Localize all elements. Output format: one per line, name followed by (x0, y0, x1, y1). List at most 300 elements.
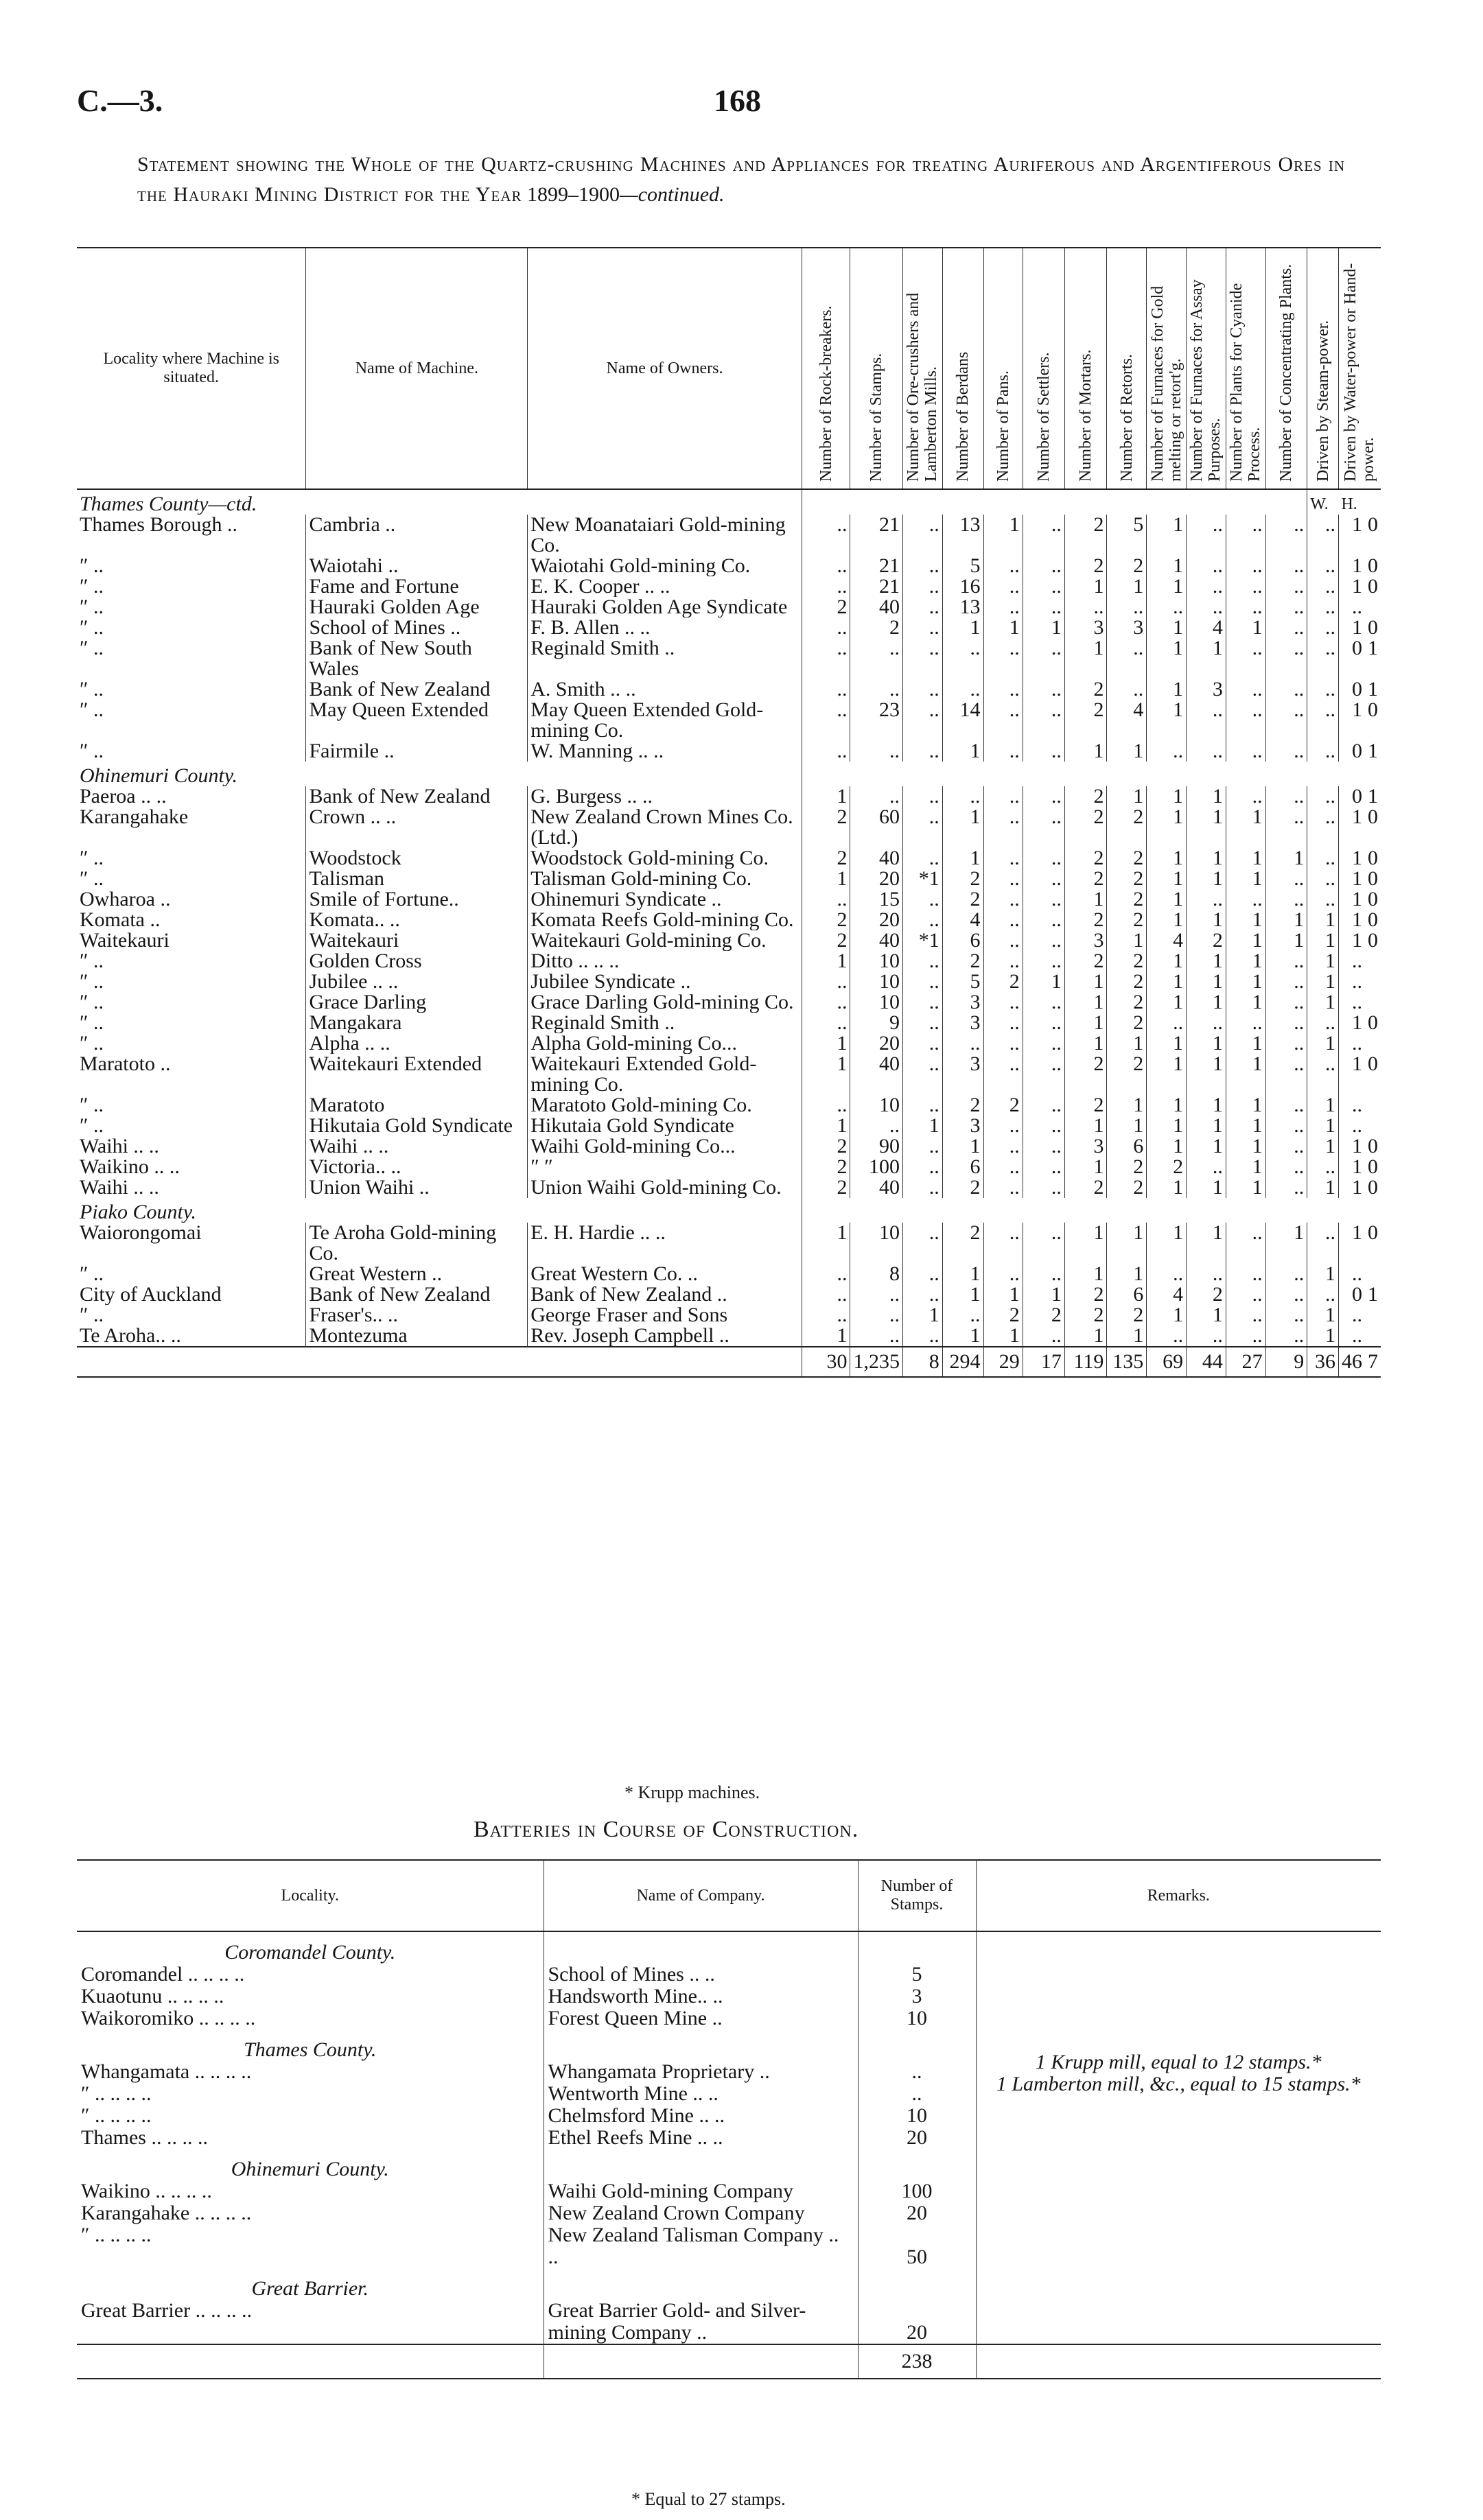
table-row (77, 807, 1381, 848)
value-cell: 1 (1147, 1095, 1187, 1116)
owners-cell: Union Waihi Gold-mining Co. (528, 1177, 802, 1198)
value-cell: 2 (1064, 556, 1107, 576)
value-cell: 1 (942, 617, 983, 638)
table-row (77, 1264, 1381, 1284)
value-cell: 2 (802, 1177, 850, 1198)
machine-cell: Alpha .. .. (306, 1033, 528, 1054)
county-heading (77, 489, 1381, 515)
value-cell: .. (983, 1136, 1023, 1157)
value-cell: .. (1023, 951, 1064, 972)
value-cell: .. (1307, 700, 1339, 741)
value-cell (1365, 1116, 1381, 1136)
value-cell: 40 (850, 1177, 903, 1198)
table-row (77, 1284, 1381, 1305)
value-cell: .. (1265, 597, 1307, 617)
locality-cell: ″ .. (80, 848, 104, 869)
value-cell: 1 (1147, 1305, 1187, 1326)
value-cell: 1 (1226, 1157, 1265, 1177)
value-cell: 1 (1307, 1116, 1339, 1136)
value-cell: .. (1307, 1054, 1339, 1095)
bat-locality-cell: Karangahake .. .. .. .. (81, 2202, 252, 2224)
value-cell: 1 (1147, 951, 1187, 972)
table-row (77, 786, 1381, 807)
locality-cell: Paeroa .. .. (80, 786, 167, 807)
locality-cell: ″ .. (80, 972, 104, 992)
value-cell: 1 (1147, 1223, 1187, 1264)
value-cell: .. (1023, 1157, 1064, 1177)
bat-stamps-cell: 10 (858, 2105, 976, 2127)
machine-cell: Great Western .. (306, 1264, 528, 1284)
table-row (77, 1013, 1381, 1033)
table-row (77, 1095, 1381, 1116)
value-cell: 1 (802, 1326, 850, 1347)
locality-cell: ″ .. (80, 951, 104, 972)
value-cell: .. (1023, 576, 1064, 597)
owners-cell: Bank of New Zealand .. (528, 1284, 802, 1305)
total-cell: 29 (983, 1347, 1023, 1377)
value-cell: .. (802, 617, 850, 638)
machine-cell: Grace Darling (306, 992, 528, 1013)
value-cell: .. (1265, 1033, 1307, 1054)
locality-cell: Waihi .. .. (80, 1136, 159, 1157)
locality-cell: City of Auckland (80, 1284, 222, 1305)
value-cell: 1 (1226, 930, 1265, 951)
value-cell: .. (1187, 556, 1226, 576)
value-cell: 1 (1338, 556, 1365, 576)
value-cell: .. (983, 1157, 1023, 1177)
value-cell: .. (802, 638, 850, 679)
value-cell: 3 (942, 1013, 983, 1033)
value-cell: 2 (1107, 889, 1147, 910)
owners-cell: Komata Reefs Gold-mining Co. (528, 910, 802, 930)
value-cell: .. (1338, 951, 1365, 972)
machine-cell: Maratoto (306, 1095, 528, 1116)
value-cell: 2 (1064, 1054, 1107, 1095)
value-cell: 2 (802, 848, 850, 869)
value-cell: 1 (1187, 1136, 1226, 1157)
value-cell: .. (1226, 741, 1265, 762)
value-cell: 1 (1226, 1054, 1265, 1095)
bat-company-cell: New Zealand Talisman Company .. .. (544, 2224, 858, 2268)
value-cell: 6 (1107, 1136, 1147, 1157)
value-cell: 1 (942, 807, 983, 848)
bat-stamps-cell: .. (858, 2083, 976, 2105)
bat-county-heading (77, 1931, 1381, 1964)
value-cell: .. (1107, 679, 1147, 700)
value-cell: .. (850, 638, 903, 679)
value-cell: .. (902, 617, 942, 638)
value-cell: .. (902, 889, 942, 910)
value-cell: 20 (850, 869, 903, 889)
value-cell: .. (802, 679, 850, 700)
value-cell: .. (1226, 515, 1265, 556)
value-cell: .. (902, 1326, 942, 1347)
value-cell: 1 (802, 1054, 850, 1095)
machine-cell: Smile of Fortune.. (306, 889, 528, 910)
value-cell: 2 (1187, 930, 1226, 951)
value-cell: 1 (1107, 1033, 1147, 1054)
value-cell: .. (902, 597, 942, 617)
table-row (77, 617, 1381, 638)
value-cell: 1 (902, 1305, 942, 1326)
owners-cell: May Queen Extended Gold-mining Co. (528, 700, 802, 741)
value-cell: 1 (942, 1264, 983, 1284)
value-cell: .. (1307, 617, 1339, 638)
value-cell: .. (850, 1326, 903, 1347)
value-cell: 1 (1338, 1177, 1365, 1198)
table-row (77, 930, 1381, 951)
value-cell: *1 (902, 869, 942, 889)
machine-cell: Fame and Fortune (306, 576, 528, 597)
county-heading-text: Piako County. (80, 1201, 196, 1223)
value-cell: .. (983, 1054, 1023, 1095)
value-cell: .. (1338, 1264, 1365, 1284)
locality-cell: ″ .. (80, 617, 104, 638)
value-cell: 1 (1187, 1095, 1226, 1116)
value-cell: 2 (1107, 910, 1147, 930)
bat-locality-cell: Waikoromiko .. .. .. .. (81, 2007, 256, 2029)
locality-cell: Maratoto .. (80, 1054, 171, 1075)
value-cell: .. (1023, 1223, 1064, 1264)
statement-title (137, 150, 1345, 210)
value-cell: 2 (802, 1136, 850, 1157)
owners-cell: Jubilee Syndicate .. (528, 972, 802, 992)
value-cell: .. (1265, 1305, 1307, 1326)
machine-cell: Crown .. .. (306, 807, 528, 848)
value-cell: 13 (942, 597, 983, 617)
total-cell: 8 (902, 1347, 942, 1377)
value-cell: .. (1187, 889, 1226, 910)
value-cell: 2 (942, 1177, 983, 1198)
value-cell: 0 (1338, 638, 1365, 679)
bat-company-cell: Handsworth Mine.. .. (544, 1986, 858, 2007)
value-cell: 1 (942, 1284, 983, 1305)
locality-cell: Karangahake (80, 807, 189, 828)
value-cell: .. (902, 807, 942, 848)
value-cell: 1 (1107, 576, 1147, 597)
table-row (77, 951, 1381, 972)
value-cell: 1 (1226, 1095, 1265, 1116)
bat-county-heading-text: Coromandel County. (224, 1941, 396, 1964)
owners-cell: Great Western Co. .. (528, 1264, 802, 1284)
total-cell: 135 (1107, 1347, 1147, 1377)
value-cell: 1 (1338, 1223, 1365, 1264)
table-row (77, 972, 1381, 992)
value-cell: 9 (850, 1013, 903, 1033)
value-cell: 1 (1226, 807, 1265, 848)
owners-cell: Grace Darling Gold-mining Co. (528, 992, 802, 1013)
value-cell: 2 (1064, 515, 1107, 556)
col-ore-crushers: Number of Ore-crushers and Lamberton Mills. (904, 292, 941, 482)
value-cell: 1 (1147, 1136, 1187, 1157)
value-cell: 1 (1064, 1013, 1107, 1033)
value-cell: .. (1226, 700, 1265, 741)
col-rock-breakers: Number of Rock-breakers. (817, 305, 835, 482)
value-cell: .. (902, 951, 942, 972)
value-cell: 1 (1187, 1033, 1226, 1054)
value-cell: 1 (1107, 1326, 1147, 1347)
value-cell: .. (1265, 992, 1307, 1013)
value-cell: 2 (1107, 1177, 1147, 1198)
value-cell: 1 (1265, 930, 1307, 951)
value-cell: .. (1023, 869, 1064, 889)
owners-cell: E. K. Cooper .. .. (528, 576, 802, 597)
value-cell: .. (1307, 679, 1339, 700)
value-cell: .. (1307, 869, 1339, 889)
bat-total-row (77, 2344, 1381, 2379)
value-cell: 1 (1187, 1305, 1226, 1326)
value-cell: .. (983, 556, 1023, 576)
bat-stamps-cell: 3 (858, 1986, 976, 2007)
value-cell: .. (1023, 992, 1064, 1013)
machine-cell: Victoria.. .. (306, 1157, 528, 1177)
value-cell: .. (1265, 1013, 1307, 1033)
value-cell: .. (902, 972, 942, 992)
value-cell: 2 (1107, 556, 1147, 576)
value-cell: 0 (1368, 848, 1378, 869)
table-row (77, 515, 1381, 556)
col-machine: Name of Machine. (306, 248, 528, 489)
value-cell: 5 (942, 972, 983, 992)
value-cell: .. (1307, 848, 1339, 869)
locality-cell: Waiorongomai (80, 1223, 202, 1244)
value-cell: 1 (1338, 576, 1365, 597)
value-cell: 1 (1147, 889, 1187, 910)
value-cell: 40 (850, 1054, 903, 1095)
total-cell: 7 (1365, 1347, 1381, 1377)
total-cell: 46 (1338, 1347, 1365, 1377)
value-cell: 1 (1307, 951, 1339, 972)
value-cell: .. (1226, 679, 1265, 700)
value-cell: 1 (1338, 1013, 1365, 1033)
value-cell: .. (802, 1013, 850, 1033)
value-cell: .. (1338, 1095, 1365, 1116)
value-cell: .. (1265, 889, 1307, 910)
col-berdans: Number of Berdans (954, 351, 972, 482)
value-cell (1365, 1305, 1381, 1326)
bat-locality-cell: Thames .. .. .. .. (81, 2126, 208, 2149)
value-cell: .. (850, 1284, 903, 1305)
value-cell: .. (1226, 1264, 1265, 1284)
value-cell: .. (1265, 638, 1307, 679)
value-cell: 1 (1368, 679, 1378, 700)
value-cell: 2 (1107, 992, 1147, 1013)
value-cell: .. (1023, 1054, 1064, 1095)
locality-cell: ″ .. (80, 1013, 104, 1033)
value-cell: 1 (1226, 869, 1265, 889)
machine-cell: Fraser's.. .. (306, 1305, 528, 1326)
value-cell: 2 (1064, 700, 1107, 741)
bat-stamps-cell: 100 (858, 2180, 976, 2202)
value-cell: 2 (983, 1095, 1023, 1116)
value-cell: 1 (1338, 617, 1365, 638)
value-cell: 1 (942, 741, 983, 762)
value-cell (1365, 972, 1381, 992)
value-cell: 1 (1307, 1177, 1339, 1198)
machine-cell: Waitekauri (306, 930, 528, 951)
value-cell: .. (983, 992, 1023, 1013)
value-cell: .. (1107, 638, 1147, 679)
value-cell: .. (1023, 910, 1064, 930)
locality-cell: ″ .. (80, 1095, 104, 1116)
value-cell: 1 (1187, 951, 1226, 972)
value-cell: 1 (1187, 1116, 1226, 1136)
value-cell: 2 (1064, 1305, 1107, 1326)
owners-cell: Reginald Smith .. (528, 638, 802, 679)
value-cell: 10 (850, 992, 903, 1013)
value-cell: .. (983, 1223, 1023, 1264)
value-cell: 1 (1187, 992, 1226, 1013)
bat-company-cell: Ethel Reefs Mine .. .. (544, 2127, 858, 2149)
value-cell: 2 (983, 972, 1023, 992)
value-cell: .. (1307, 786, 1339, 807)
value-cell: 0 (1368, 700, 1378, 721)
value-cell: 1 (1187, 1054, 1226, 1095)
water-w-label: W. (1307, 489, 1339, 515)
value-cell: .. (1265, 1095, 1307, 1116)
col-mortars: Number of Mortars. (1077, 349, 1095, 482)
value-cell: 3 (942, 1116, 983, 1136)
value-cell: .. (1226, 1305, 1265, 1326)
value-cell: 2 (802, 597, 850, 617)
value-cell: 1 (1338, 930, 1365, 951)
machine-cell: Woodstock (306, 848, 528, 869)
owners-cell: Maratoto Gold-mining Co. (528, 1095, 802, 1116)
value-cell: .. (1265, 1284, 1307, 1305)
owners-cell: Waihi Gold-mining Co... (528, 1136, 802, 1157)
value-cell: 2 (1064, 786, 1107, 807)
value-cell: 1 (1064, 1223, 1107, 1264)
value-cell: .. (1187, 741, 1226, 762)
value-cell: 1 (1023, 617, 1064, 638)
locality-cell: ″ .. (80, 1116, 104, 1136)
value-cell: 1 (1338, 910, 1365, 930)
value-cell: 2 (1064, 910, 1107, 930)
value-cell: 1 (1187, 638, 1226, 679)
footnote-krupp: * Krupp machines. (624, 1782, 760, 1802)
value-cell: 0 (1338, 741, 1365, 762)
value-cell: .. (1265, 1116, 1307, 1136)
value-cell: 1 (1368, 638, 1378, 659)
machine-cell: Bank of New Zealand (306, 786, 528, 807)
value-cell: 4 (1107, 700, 1147, 741)
owners-cell: A. Smith .. .. (528, 679, 802, 700)
value-cell: .. (1338, 1326, 1365, 1347)
value-cell: 1 (1307, 1326, 1339, 1347)
value-cell: 20 (850, 1033, 903, 1054)
value-cell: 16 (942, 576, 983, 597)
bat-stamps-cell: 50 (858, 2224, 976, 2268)
col-settlers: Number of Settlers. (1034, 352, 1053, 482)
bat-col-remarks: Remarks. (976, 1860, 1381, 1931)
value-cell: .. (902, 679, 942, 700)
value-cell: 1 (1147, 807, 1187, 848)
value-cell (1365, 951, 1381, 972)
value-cell: .. (902, 910, 942, 930)
value-cell (1365, 992, 1381, 1013)
value-cell: 40 (850, 848, 903, 869)
owners-cell: Waitekauri Extended Gold-mining Co. (528, 1054, 802, 1095)
value-cell: .. (1147, 597, 1187, 617)
machine-cell: Bank of New South Wales (306, 638, 528, 679)
table-row (77, 1305, 1381, 1326)
machine-cell: May Queen Extended (306, 700, 528, 741)
value-cell: .. (1307, 1284, 1339, 1305)
value-cell: 1 (1226, 848, 1265, 869)
value-cell: 2 (1064, 848, 1107, 869)
value-cell: .. (1023, 1033, 1064, 1054)
bat-locality-cell: Whangamata .. .. .. .. (81, 2060, 252, 2083)
value-cell: .. (1147, 1013, 1187, 1033)
value-cell: .. (983, 1177, 1023, 1198)
bat-col-stamps: Number of Stamps. (858, 1860, 976, 1931)
value-cell: 0 (1368, 576, 1378, 597)
value-cell: .. (850, 1116, 903, 1136)
bat-stamps-cell: 20 (858, 2202, 976, 2224)
value-cell: .. (902, 1136, 942, 1157)
col-pans: Number of Pans. (994, 370, 1012, 482)
value-cell: 10 (850, 1223, 903, 1264)
value-cell: 1 (1064, 638, 1107, 679)
value-cell: *1 (902, 930, 942, 951)
value-cell: .. (1187, 700, 1226, 741)
value-cell: .. (902, 1284, 942, 1305)
value-cell: 23 (850, 700, 903, 741)
col-concentrating-plants: Number of Concentrating Plants. (1277, 263, 1296, 482)
value-cell: 2 (1107, 1013, 1147, 1033)
value-cell: 1 (1147, 1177, 1187, 1198)
value-cell: 1 (1064, 576, 1107, 597)
machine-cell: School of Mines .. (306, 617, 528, 638)
value-cell: 1 (1338, 1136, 1365, 1157)
bat-locality-cell: ″ .. .. .. .. (81, 2224, 152, 2246)
total-cell: 30 (802, 1347, 850, 1377)
value-cell: .. (902, 556, 942, 576)
value-cell: 1 (1064, 992, 1107, 1013)
value-cell: 1 (802, 951, 850, 972)
machine-cell: Jubilee .. .. (306, 972, 528, 992)
value-cell: .. (1307, 807, 1339, 848)
locality-cell: ″ .. (80, 679, 104, 700)
value-cell: .. (850, 1305, 903, 1326)
locality-cell: ″ .. (80, 700, 104, 721)
value-cell: 1 (1147, 576, 1187, 597)
table-row (77, 848, 1381, 869)
owners-cell: Hikutaia Gold Syndicate (528, 1116, 802, 1136)
bat-county-heading-text: Thames County. (244, 2038, 377, 2061)
value-cell: 1 (802, 786, 850, 807)
value-cell: 1 (1023, 1284, 1064, 1305)
value-cell: .. (902, 576, 942, 597)
value-cell: .. (802, 1095, 850, 1116)
value-cell: .. (802, 576, 850, 597)
value-cell: 4 (942, 910, 983, 930)
value-cell: 1 (1338, 1054, 1365, 1095)
table-row (77, 1136, 1381, 1157)
value-cell: 1 (1307, 972, 1339, 992)
value-cell: 100 (850, 1157, 903, 1177)
value-cell: .. (1226, 786, 1265, 807)
value-cell: .. (983, 930, 1023, 951)
remark-r1: 1 Krupp mill, equal to 12 stamps.* (1035, 2051, 1322, 2073)
county-heading (77, 1198, 1381, 1223)
value-cell: .. (983, 910, 1023, 930)
value-cell: 1 (1147, 1116, 1187, 1136)
value-cell: 1 (1338, 807, 1365, 848)
value-cell: .. (1023, 889, 1064, 910)
bat-company-cell: Waihi Gold-mining Company (544, 2180, 858, 2202)
locality-cell: ″ .. (80, 556, 104, 576)
